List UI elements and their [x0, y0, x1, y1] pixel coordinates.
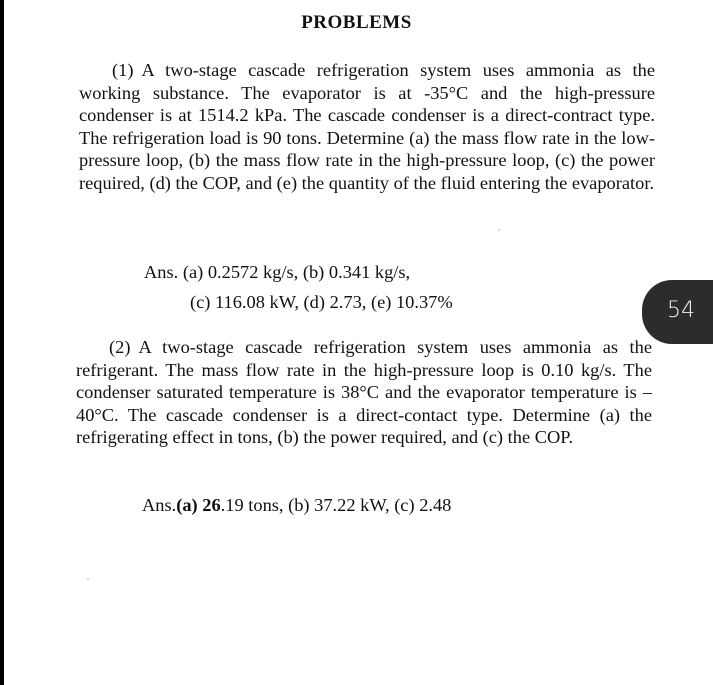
problem-1-number: (1): [112, 60, 134, 80]
scan-speck: [87, 578, 89, 580]
problem-2-answer-prefix: Ans.: [142, 495, 177, 515]
page-number-badge[interactable]: [642, 280, 713, 344]
problem-2-answer: [142, 492, 451, 518]
problem-2-body: A two-stage cascade refrigeration system uses ammonia as the refrigerant. The mass flow rate in the high-pressure loop is 0.10 kg/s. The condenser saturated temperature is 38°C and the evaporator temperature is –40°C. The cascade condenser is a direct-contact type. Determine (a) the refrigerating effect in tons, (b) the power required, and (c) the COP.: [76, 337, 652, 448]
problem-1-answer-line-2: (c) 116.08 kW, (d) 2.73, (e) 10.37%: [190, 292, 453, 312]
problem-2-text: [76, 336, 652, 449]
problem-2-answer-bold: (a) 26: [176, 495, 221, 515]
page-title: PROBLEMS: [301, 12, 412, 33]
problem-1-text: [79, 59, 655, 195]
scan-speck: [498, 229, 500, 231]
problem-2-answer-rest: .19 tons, (b) 37.22 kW, (c) 2.48: [220, 495, 452, 515]
problem-1-body: A two-stage cascade refrigeration system uses ammonia as the working substance. The evaporator is at -35°C and the high-pressure condenser is at 1514.2 kPa. The cascade condenser is a direct-contract type. The refrigeration load is 90 tons. Determine (a) the mass flow rate in the low-pressure loop, (b) the mass flow rate in the high-pressure loop, (c) the power required, (d) the COP, and (e) the quantity of the fluid entering the evaporator.: [79, 60, 655, 193]
page-left-edge: [0, 0, 4, 685]
page-number-label: 54: [667, 298, 695, 323]
problem-2-number: (2): [109, 337, 131, 357]
problem-1-answer-line-1: Ans. (a) 0.2572 kg/s, (b) 0.341 kg/s,: [144, 262, 411, 282]
